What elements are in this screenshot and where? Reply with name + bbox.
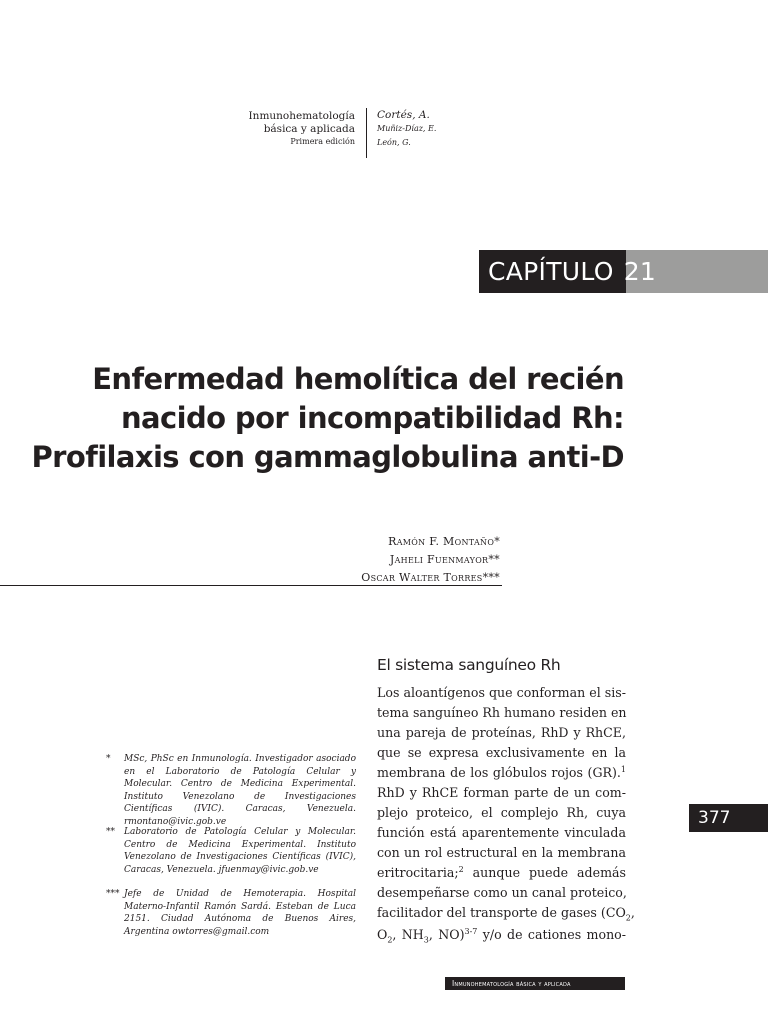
body-text: , bbox=[630, 905, 635, 920]
body-line: con un rol estructural en la membrana bbox=[377, 845, 626, 860]
subscript: 2 bbox=[625, 913, 631, 923]
chapter-number: 21 bbox=[623, 257, 657, 286]
body-text: aunque puede además bbox=[463, 865, 626, 880]
footnote-marker: * bbox=[106, 754, 111, 764]
section-heading: El sistema sanguíneo Rh bbox=[377, 656, 561, 674]
footnote-marker: *** bbox=[106, 889, 120, 899]
book-title-line2: básica y aplicada bbox=[263, 123, 355, 135]
edition-label: Primera edición bbox=[290, 137, 355, 146]
footnote bbox=[106, 888, 356, 938]
editor-2: Muñiz-Díaz, E. bbox=[377, 124, 437, 133]
editor-3: León, G. bbox=[377, 138, 411, 147]
body-line: una pareja de proteínas, RhD y RhCE, bbox=[377, 725, 626, 740]
chapter-word: CAPÍTULO bbox=[488, 257, 614, 286]
subscript: 2 bbox=[387, 935, 393, 945]
body-line bbox=[377, 925, 626, 945]
body-text: y/o de cationes mono- bbox=[477, 927, 627, 942]
book-header bbox=[200, 110, 355, 147]
editors-list bbox=[377, 109, 436, 150]
author-2: Jaheli Fuenmayor** bbox=[389, 553, 500, 566]
body-line: plejo proteico, el complejo Rh, cuya bbox=[377, 805, 626, 820]
body-line: RhD y RhCE forman parte de un com- bbox=[377, 785, 626, 800]
body-line: Los aloantígenos que conforman el sis- bbox=[377, 685, 626, 700]
chapter-title bbox=[24, 360, 624, 477]
body-text: facilitador del transporte de gases (CO bbox=[377, 905, 626, 920]
footnote-text: Laboratorio de Patología Celular y Molecular. Centro de Medicina Experimental. Instituto Venezolano de Investigaciones Científicas (IVIC), Caracas, Venezuela. jfuenmay@ivic.gob.ve bbox=[124, 827, 356, 875]
body-text: eritrocitaria; bbox=[377, 865, 459, 880]
subscript: 3 bbox=[423, 935, 429, 945]
footnote-marker: ** bbox=[106, 827, 115, 837]
body-line bbox=[377, 863, 626, 883]
title-line-3: Profilaxis con gammaglobulina anti-D bbox=[31, 440, 624, 474]
book-title-line1: Inmunohematología bbox=[248, 110, 355, 122]
body-line: tema sanguíneo Rh humano residen en bbox=[377, 705, 627, 720]
author-list bbox=[200, 533, 500, 587]
page-number: 377 bbox=[698, 808, 731, 828]
footnote bbox=[106, 826, 356, 876]
editor-1: Cortés, A. bbox=[377, 109, 430, 121]
author-1: Ramón F. Montaño* bbox=[388, 535, 500, 548]
header-divider bbox=[366, 108, 367, 158]
body-line bbox=[377, 763, 626, 783]
footer-label: Inmunohematología básica y aplicada bbox=[452, 979, 571, 988]
body-line: desempeñarse como un canal proteico, bbox=[377, 885, 627, 900]
author-3: Oscar Walter Torres*** bbox=[361, 571, 500, 584]
footnote-text: MSc, PhSc en Inmunología. Investigador asociado en el Laboratorio de Patología Celular y Molecular. Centro de Medicina Experimental. Instituto Venezolano de Investigaciones Científicas (IVIC). Caracas, Venezuela. rmontano@ivic.gob.ve bbox=[124, 754, 356, 827]
body-text: O bbox=[377, 927, 388, 942]
body-text: , NO) bbox=[428, 927, 465, 942]
body-text: , NH bbox=[392, 927, 424, 942]
citation: 3-7 bbox=[464, 926, 478, 936]
citation: 2 bbox=[458, 864, 464, 874]
chapter-label bbox=[488, 253, 656, 290]
footnote-text: Jefe de Unidad de Hemoterapia. Hospital Materno-Infantil Ramón Sardá. Esteban de Luca 2151. Ciudad Autónoma de Buenos Aires, Argentina owtorres@gmail.com bbox=[124, 889, 356, 937]
title-line-2: nacido por incompatibilidad Rh: bbox=[121, 401, 624, 435]
body-line bbox=[377, 903, 635, 923]
citation: 1 bbox=[620, 764, 626, 774]
body-line: que se expresa exclusivamente en la bbox=[377, 745, 626, 760]
footnote bbox=[106, 753, 356, 828]
title-line-1: Enfermedad hemolítica del recién bbox=[92, 362, 624, 396]
body-text: membrana de los glóbulos rojos (GR). bbox=[377, 765, 621, 780]
body-line: función está aparentemente vinculada bbox=[377, 825, 626, 840]
author-divider bbox=[0, 585, 502, 586]
